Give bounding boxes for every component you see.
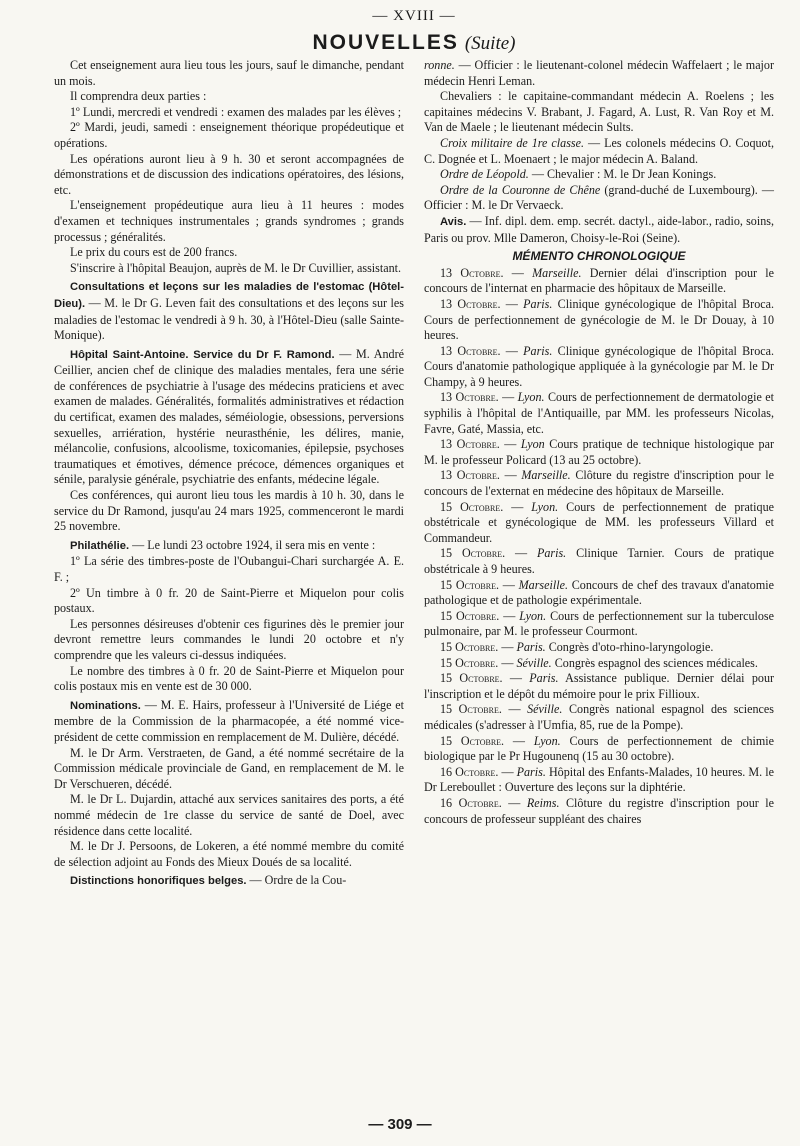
memento-text: Congrès espagnol des sciences médicales. [551,655,758,670]
news-item-saint-antoine [54,347,404,488]
memento-separator: — [499,468,522,483]
memento-separator: — [503,499,532,514]
memento-place: Reims. [526,795,560,810]
memento-entry [424,656,774,672]
memento-place: Marseille. [518,577,568,592]
paragraph-text: — Les colonels médecins O. Coquot, C. Dognée et L. Moenaert ; le major médecin A. Baland. [424,135,774,166]
news-item-nominations [54,698,404,746]
memento-entry [424,734,774,765]
section-title-suite: (Suite) [464,33,516,54]
memento-text: Cours de perfectionnement sur la tuberculose pulmonaire, par M. le professeur Courmont. [424,608,775,639]
memento-entry [424,344,774,391]
memento-entry [424,546,774,577]
memento-place: Paris. [516,764,546,779]
memento-entry [424,765,774,796]
paragraph: Cet enseignement aura lieu tous les jours, sauf le dimanche, pendant un mois. [54,58,404,88]
memento-separator: — [503,265,533,280]
memento-separator: — [504,733,534,748]
memento-date: 16 Octobre. [440,764,499,779]
two-column-body [54,58,774,890]
memento-date: 15 Octobre. [440,655,499,670]
news-heading: Consultations et leçons sur les maladies de l'estomac (Hôtel-Dieu). [54,281,404,310]
paragraph: 1º La série des timbres-poste de l'Oubangui-Chari surchargée A. E. F. ; [54,554,404,584]
memento-place: Lyon. [531,499,559,514]
folio-numeral: — XVIII — [372,8,456,24]
paragraph-text: — Chevalier : M. le Dr Jean Konings. [528,167,717,182]
memento-text: Hôpital des Enfants-Malades, 10 heures. M. le Dr Lereboullet : Ouverture des leçons sur la diphtérie. [424,764,774,795]
memento-entry [424,266,774,297]
paragraph: M. le Dr J. Persoons, de Lokeren, a été nommé membre du comité de sélection adjoint au Fonds des Mieux Doués de sa localité. [54,839,404,869]
page-number: — 309 — [368,1116,432,1133]
memento-place: Lyon [520,437,545,452]
memento-date: 15 Octobre. [440,608,500,623]
memento-place: Paris. [529,671,559,686]
memento-separator: — [500,296,524,311]
memento-date: 15 Octobre. [440,577,500,592]
news-body: — Ordre de la Cou- [246,873,347,888]
memento-text: Congrès national espagnol des sciences médicales (s'adresser à l'Umfia, 85, rue de la Pompe). [424,702,774,732]
paragraph-text: (grand-duché de Luxembourg). — Officier : M. le Dr Vervaeck. [424,182,774,213]
memento-separator: — [498,390,518,405]
paragraph: S'inscrire à l'hôpital Beaujon, auprès de M. le Dr Cuvillier, assistant. [70,260,402,275]
memento-place: Séville. [516,655,552,670]
paragraph [424,58,774,89]
order-name: Croix militaire de 1re classe. [440,135,585,150]
memento-text: Concours de chef des travaux d'anatomie pathologique et de pathologie expérimentale. [424,577,774,608]
memento-separator: — [505,546,537,561]
memento-place: Paris. [523,296,553,311]
memento-entry [424,297,774,344]
section-title-text: NOUVELLES [312,31,459,54]
memento-place: Séville. [527,702,563,717]
memento-text: Cours pratique de technique histologique par M. le professeur Policard (13 au 25 octobre). [424,437,774,467]
paragraph: L'enseignement propédeutique aura lieu à 11 heures : modes d'examen et techniques instrumentales ; grands syndromes ; grands processus ; généralités. [54,198,404,244]
paragraph [424,136,774,167]
memento-place: Paris. [536,546,567,561]
memento-place: Marseille. [521,468,571,483]
paragraph: Les personnes désireuses d'obtenir ces figurines dès le premier jour devront remettre leurs commandes le lundi 20 octobre et n'y comprendre que les valeurs ci-dessus indiquées. [54,616,404,662]
paragraph: 1º Lundi, mercredi et vendredi : examen des malades par les élèves ; [70,104,402,119]
memento-entry [424,468,774,499]
memento-text: Dernier délai d'inscription pour le concours de l'internat en pharmacie des hôpitaux de Marseille. [424,265,774,296]
paragraph: M. le Dr Arm. Verstraeten, de Gand, a été nommé secrétaire de la Commission médicale provinciale de Gand, en remplacement de M. le Dr Verschueren, décédé. [54,745,404,791]
paragraph [424,183,774,214]
news-body: — M. le Dr G. Leven fait des consultations et des leçons sur les maladies de l'estomac le vendredi à 9 h. 30, à l'Hôtel-Dieu (salle Sainte-Monique). [54,295,404,343]
order-name: ronne. [424,58,455,72]
paragraph: Il comprendra deux parties : [70,89,207,104]
paragraph: Le nombre des timbres à 0 fr. 20 de Saint-Pierre et Miquelon pour colis postaux mis en vente est de 30 000. [54,663,404,694]
memento-separator: — [498,639,517,654]
memento-entry [424,796,774,827]
news-body: — M. E. Hairs, professeur à l'Université de Liége et membre de la Commission de la pharmacopée, a été nommé vice-président de cette commission en remplacement de M. Dulière, décédé. [54,697,404,744]
memento-list [424,266,774,827]
news-heading: Distinctions honorifiques belges. [70,875,247,888]
memento-place: Paris. [516,639,546,654]
memento-text: Clinique gynécologique de l'hôpital Broca. Cours d'anatomie pathologique appliquée à la gynécologie par M. le Dr Champy, à 9 heures. [424,343,774,389]
paragraph [424,167,774,183]
news-heading: Philathélie. [70,539,130,552]
memento-entry [424,640,774,656]
memento-text: Cours de perfectionnement de dermatologie et syphilis à l'hôpital de l'Antiquaille, par MM. les professeurs Nicolas, Favre, Gaté, Massia, etc. [424,390,775,436]
memento-text: Clinique Tarnier. Cours de pratique obstétricale à 9 heures. [424,546,774,576]
memento-date: 15 Octobre. [440,499,504,514]
memento-separator: — [499,608,520,623]
memento-date: 15 Octobre. [440,546,506,561]
memento-text: Congrès d'oto-rhino-laryngologie. [545,639,714,654]
memento-date: 13 Octobre. [440,390,499,405]
memento-date: 16 Octobre. [440,795,502,810]
memento-text: Cours de perfectionnement de pratique obstétricale et gynécologique de MM. les professeurs Villard et Commandeur. [424,499,774,545]
memento-separator: — [499,437,521,452]
order-name: Ordre de la Couronne de Chêne [440,182,601,197]
notice-avis [424,214,774,246]
news-heading: Hôpital Saint-Antoine. Service du Dr F. Ramond. [70,348,335,361]
memento-date: 15 Octobre. [440,733,505,748]
memento-entry [424,390,774,437]
news-heading: Avis. [440,215,467,228]
news-body: — Le lundi 23 octobre 1924, il sera mis en vente : [129,537,376,552]
paragraph-text: — Officier : le lieutenant-colonel médecin Waffelaert ; le major médecin Henri Leman. [424,58,774,88]
memento-separator: — [500,343,524,358]
memento-date: 15 Octobre. [440,671,503,686]
memento-entry [424,609,774,640]
paragraph: Le prix du cours est de 200 francs. [70,245,238,260]
paragraph: Chevaliers : le capitaine-commandant médecin A. Roelens ; les capitaines médecins V. Brabant, J. Fagard, A. Lust, R. Van Roy et M. Van de Maele ; le lieutenant médecin Sults. [424,89,774,135]
memento-separator: — [499,577,519,592]
memento-place: Lyon. [517,390,545,405]
memento-date: 13 Octobre. [440,296,501,311]
paragraph: Ces conférences, qui auront lieu tous les mardis à 10 h. 30, dans le service du Dr Ramond, jusqu'au 24 mars 1925, commenceront le mardi 25 novembre. [54,488,404,534]
memento-date: 13 Octobre. [440,265,504,280]
memento-place: Marseille. [532,265,582,280]
memento-separator: — [501,795,527,810]
memento-place: Paris. [523,343,553,358]
paragraph: 2º Un timbre à 0 fr. 20 de Saint-Pierre et Miquelon pour colis postaux. [54,585,404,616]
news-item-philathelie [54,538,404,555]
paragraph-text: — Inf. dipl. dem. emp. secrét. dactyl., aide-labor., radio, soins, Paris ou prov. Mlle Dameron, Choisy-le-Roi (Seine). [424,213,774,245]
memento-text: Clinique gynécologique de l'hôpital Broca. Cours de perfectionnement de gynécologie de M. le Dr Douay, à 10 heures. [424,296,774,343]
paragraph: Les opérations auront lieu à 9 h. 30 et seront accompagnées de démonstrations et de discussion des indications opératoires, des lésions, etc. [54,151,404,197]
news-item-consultations [54,279,404,343]
memento-place: Lyon. [519,608,547,623]
order-name: Ordre de Léopold. [440,167,529,182]
memento-entry [424,437,774,468]
memento-date: 15 Octobre. [440,639,499,654]
memento-date: 13 Octobre. [440,343,501,358]
memento-entry [424,671,774,702]
memento-text: Cours de perfectionnement de chimie biologique par le Pr Hugounenq (15 au 30 octobre). [424,733,775,764]
memento-text: Assistance publique. Dernier délai pour l'inscription et le dépôt du mémoire pour le prix Fillioux. [424,671,775,701]
section-title [54,30,774,56]
memento-place: Lyon. [533,733,561,748]
memento-separator: — [501,702,528,717]
paragraph: M. le Dr L. Dujardin, attaché aux services sanitaires des ports, a été nommé médecin de 1re classe du service de santé de Doel, avec résidence dans cette localité. [54,792,404,838]
left-column [54,58,404,890]
memento-date: 13 Octobre. [440,437,500,452]
memento-entry [424,578,774,609]
memento-entry [424,702,774,733]
memento-separator: — [502,671,530,686]
right-column [424,58,774,890]
memento-text: Clôture du registre d'inscription pour le concours de l'externat en médecine des hôpitaux de Marseille. [424,468,775,499]
memento-title: MÉMENTO CHRONOLOGIQUE [512,249,686,264]
news-heading: Nominations. [70,699,141,712]
memento-separator: — [498,764,517,779]
news-item-distinctions [54,873,404,890]
memento-separator: — [498,655,517,670]
memento-text: Clôture du registre d'inscription pour le concours de professeur suppléant des chaires [424,795,775,826]
memento-entry [424,500,774,547]
news-body: — M. André Ceillier, ancien chef de clinique des maladies mentales, fera une série de conférences de psychiatrie à l'usage des médecins praticiens et avec examen de malades. Généralités, formalités administratives et rédaction du certificat, examen des malades, séméiologie, obsessions, perversions sexuelles, arriération, hystérie neurasthénie, les délires, manie, mélancolie, confusions, alcoolisme, toxicomanies, épilepsie, psychoses traumatiques et émotives, démence précoce, démences organiques et sénile, paralysie générale, psychiatrie des enfants, médecine légale. [54,346,405,487]
memento-date: 15 Octobre. [440,702,502,717]
paragraph: 2º Mardi, jeudi, samedi : enseignement théorique propédeutique et opérations. [54,120,404,150]
memento-date: 13 Octobre. [440,468,500,483]
